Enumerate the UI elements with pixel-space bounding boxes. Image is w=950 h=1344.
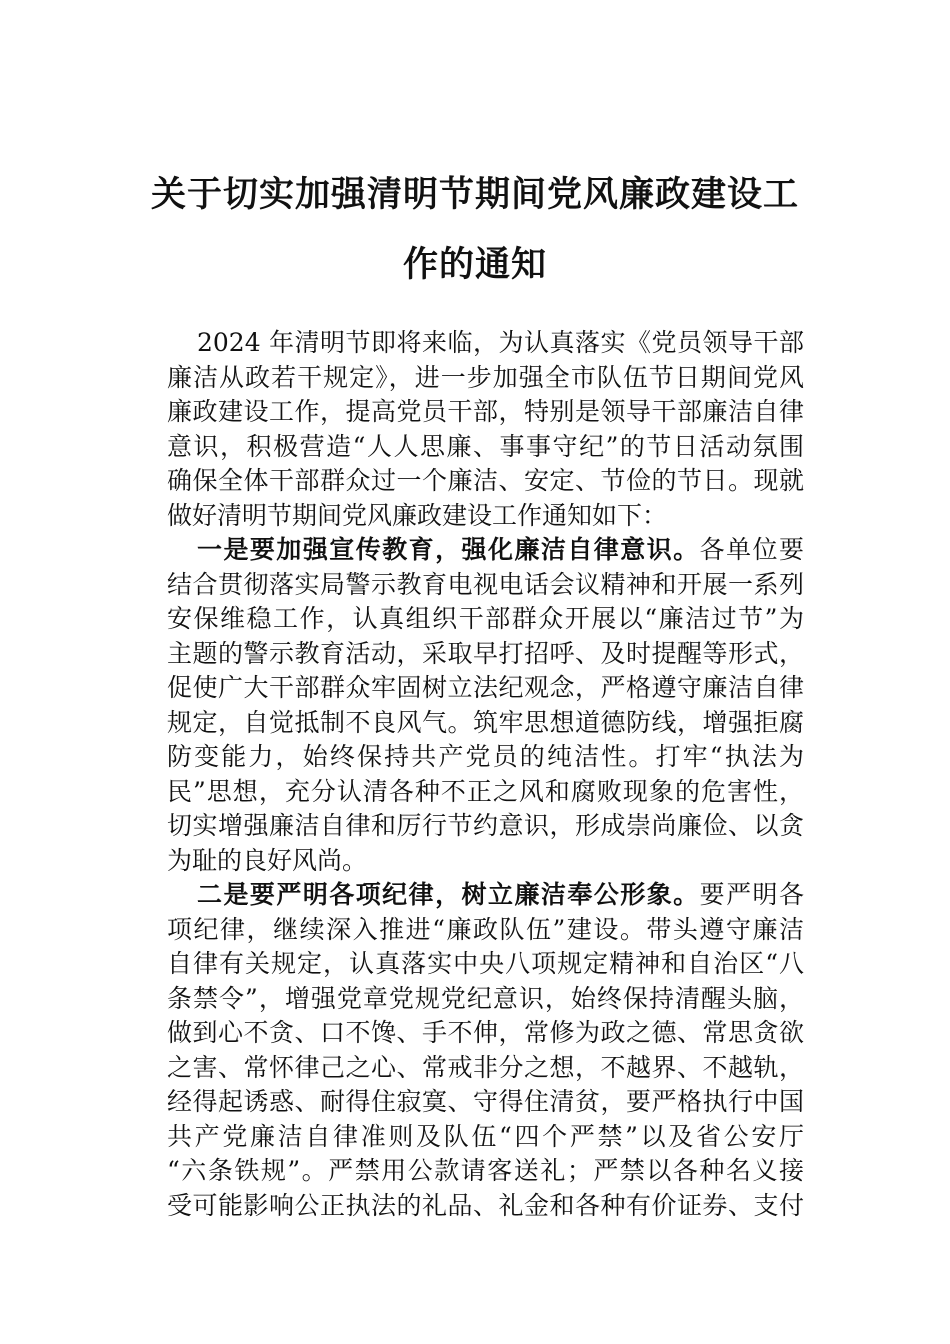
document-body	[167, 326, 804, 1223]
paragraph-line	[167, 1120, 804, 1155]
paragraph-line-text: 自律有关规定，认真落实中央八项规定精神和自治区“八	[167, 949, 804, 978]
document-title	[150, 160, 800, 300]
paragraph-line-text: “六条铁规”。严禁用公款请客送礼；严禁以各种名义接	[167, 1156, 804, 1185]
title-line-1: 关于切实加强清明节期间党风廉政建设工	[150, 174, 799, 215]
paragraph-line	[167, 533, 804, 568]
paragraph-line-text: 民”思想，充分认清各种不正之风和腐败现象的危害性，	[167, 776, 804, 806]
paragraph-line-text: 为耻的良好风尚。	[167, 845, 368, 875]
paragraph-line	[167, 361, 804, 396]
title-line-2: 作的通知	[402, 244, 547, 285]
paragraph-line	[167, 602, 804, 637]
paragraph-line-text: 促使广大干部群众牢固树立法纪观念，严格遵守廉洁自律	[167, 673, 804, 702]
paragraph	[167, 326, 804, 533]
paragraph-line	[167, 913, 804, 948]
paragraph-line	[167, 395, 804, 430]
paragraph-lead-heading: 二是要严明各项纪律，树立廉洁奉公形象。	[197, 880, 700, 909]
paragraph-line-text: 确保全体干部群众过一个廉洁、安定、节俭的节日。现就	[167, 466, 804, 495]
paragraph-line-text: 要严明各	[699, 880, 804, 909]
paragraph	[167, 878, 804, 1223]
paragraph-line-text: 各单位要	[699, 535, 804, 564]
paragraph-line	[167, 809, 804, 844]
paragraph-line	[167, 1051, 804, 1086]
paragraph-line	[167, 1154, 804, 1189]
paragraph-line-text: 之害、常怀律己之心、常戒非分之想，不越界、不越轨，	[167, 1052, 804, 1082]
paragraph-line-text: 防变能力，始终保持共产党员的纯洁性。打牢“执法为	[167, 742, 804, 771]
paragraph-line	[167, 568, 804, 603]
paragraph-line	[167, 499, 804, 534]
paragraph-line-text: 廉政建设工作，提高党员干部，特别是领导干部廉洁自律	[167, 397, 804, 426]
paragraph-lead-heading: 一是要加强宣传教育，强化廉洁自律意识。	[197, 535, 700, 564]
paragraph-line-text: 做到心不贪、口不馋、手不伸，常修为政之德、常思贪欲	[167, 1018, 804, 1047]
paragraph-line	[167, 1189, 804, 1224]
paragraph-line-text: 廉洁从政若干规定》，进一步加强全市队伍节日期间党风	[167, 362, 804, 392]
paragraph-line	[167, 947, 804, 982]
paragraph-line-text: 受可能影响公正执法的礼品、礼金和各种有价证券、支付	[167, 1190, 804, 1220]
paragraph-line	[167, 430, 804, 465]
paragraph-line	[167, 740, 804, 775]
paragraph-line	[167, 1016, 804, 1051]
paragraph-line	[167, 706, 804, 741]
paragraph-line-text: 规定，自觉抵制不良风气。筑牢思想道德防线，增强拒腐	[167, 707, 804, 737]
paragraph-line-text: 经得起诱惑、耐得住寂寞、守得住清贫，要严格执行中国	[167, 1087, 804, 1116]
paragraph-line-text: 条禁令”，增强党章党规党纪意识，始终保持清醒头脑，	[167, 983, 804, 1013]
paragraph-line-text: 主题的警示教育活动，采取早打招呼、及时提醒等形式，	[167, 638, 804, 668]
paragraph-line	[167, 637, 804, 672]
paragraph-line	[167, 878, 804, 913]
paragraph-line-text: 共产党廉洁自律准则及队伍“四个严禁”以及省公安厅	[167, 1121, 804, 1151]
paragraph-line	[167, 1085, 804, 1120]
paragraph-line	[167, 464, 804, 499]
paragraph-line	[167, 844, 804, 879]
paragraph-line-text: 2024 年清明节即将来临，为认真落实《党员领导干部	[197, 328, 804, 357]
paragraph-line	[167, 326, 804, 361]
paragraph-line	[167, 671, 804, 706]
paragraph-line-text: 意识，积极营造“人人思廉、事事守纪”的节日活动氛围	[167, 431, 804, 461]
paragraph	[167, 533, 804, 878]
paragraph-line-text: 结合贯彻落实局警示教育电视电话会议精神和开展一系列	[167, 569, 804, 599]
paragraph-line-text: 做好清明节期间党风廉政建设工作通知如下：	[167, 500, 668, 530]
paragraph-line	[167, 982, 804, 1017]
paragraph-line-text: 切实增强廉洁自律和厉行节约意识，形成崇尚廉俭、以贪	[167, 811, 804, 840]
paragraph-line	[167, 775, 804, 810]
paragraph-line-text: 安保维稳工作，认真组织干部群众开展以“廉洁过节”为	[167, 604, 804, 633]
paragraph-line-text: 项纪律，继续深入推进“廉政队伍”建设。带头遵守廉洁	[167, 914, 804, 944]
